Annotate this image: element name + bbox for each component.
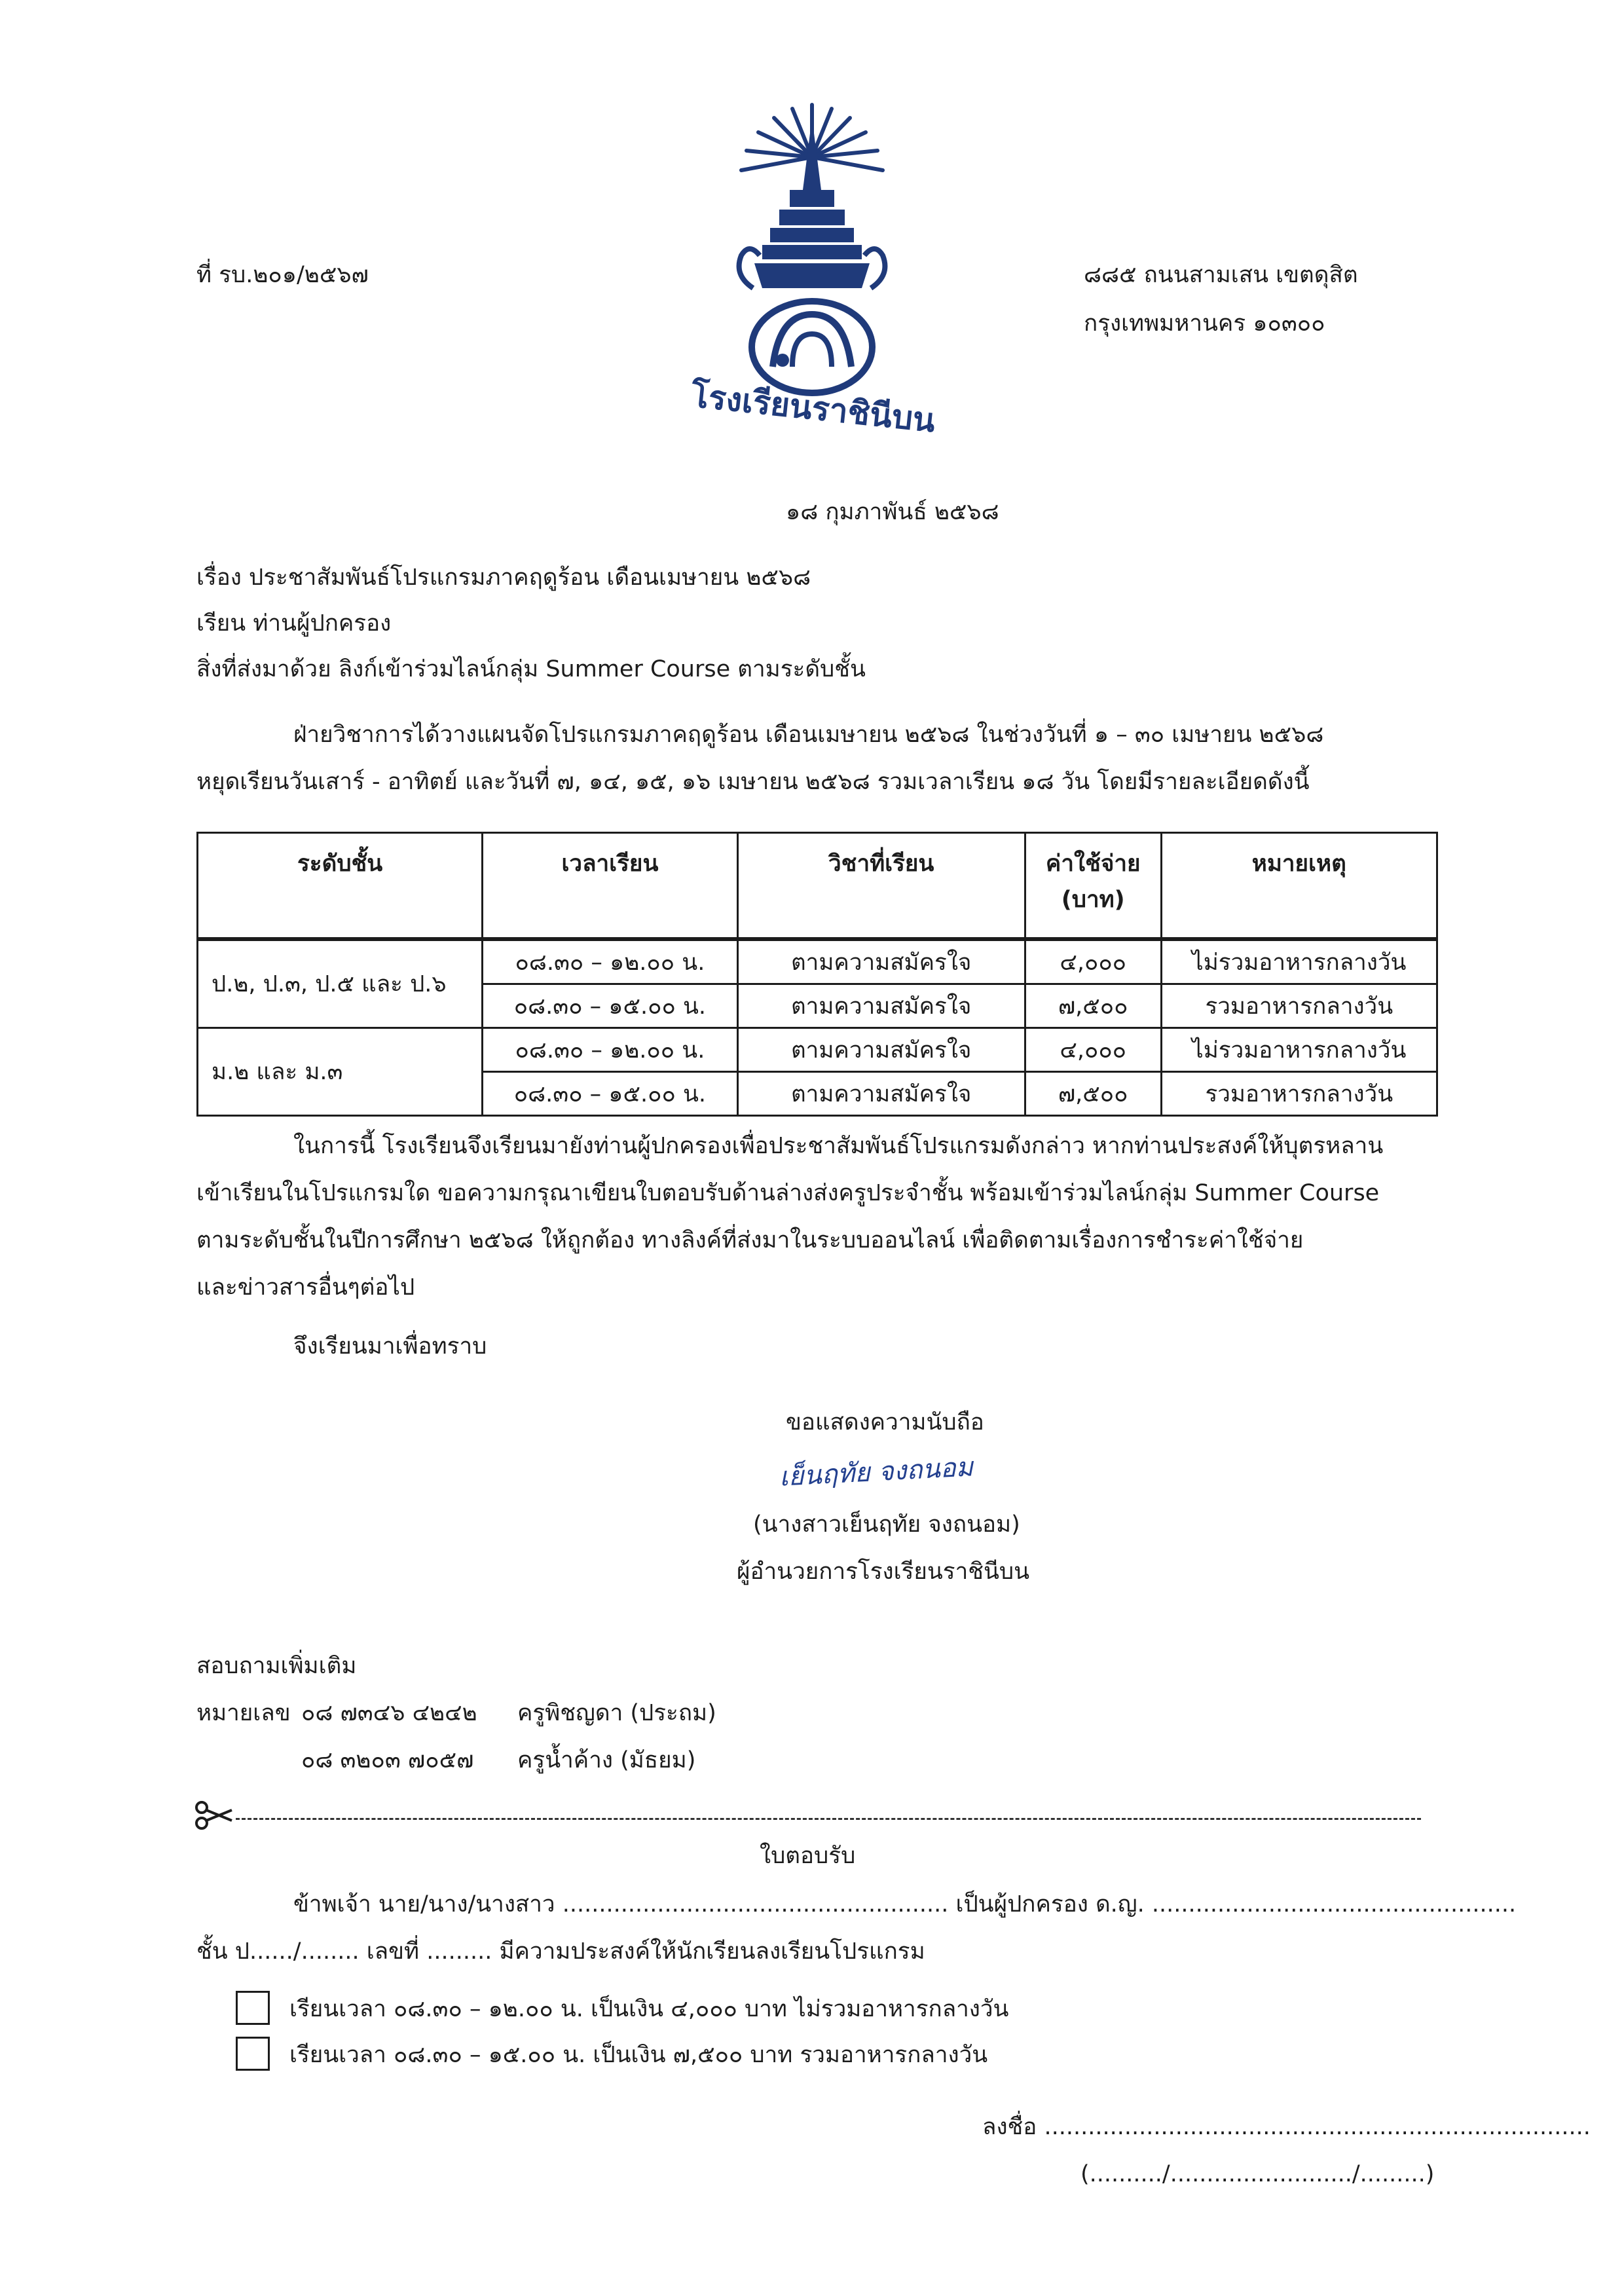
reply-form-title: ใบตอบรับ [760,1843,856,1869]
paragraph1-line1: ฝ่ายวิชาการได้วางแผนจัดโปรแกรมภาคฤดูร้อน เดือนเมษายน ๒๕๖๘ ในช่วงวันที่ ๑ – ๓๐ เมษายน ๒๕๖๘ [293,722,1324,748]
option1-checkbox[interactable] [236,1991,270,2025]
letter-date: ๑๘ กุมภาพันธ์ ๒๕๖๘ [786,499,999,525]
letter-salutation: เรียน ท่านผู้ปกครอง [196,610,392,637]
cost-cell: ๔,๐๐๐ [1025,1028,1161,1072]
school-address-line2: กรุงเทพมหานคร ๑๐๓๐๐ [1084,310,1325,337]
crest-school-name: โรงเรียนราชินีบน [689,376,938,440]
option2-label: เรียนเวลา ๐๘.๓๐ – ๑๕.๐๐ น. เป็นเงิน ๗,๕๐๐ บาท รวมอาหารกลางวัน [289,2042,988,2068]
contact-label: หมายเลข [196,1700,291,1726]
contact1-name: ครูพิชญดา (ประถม) [517,1700,716,1726]
letter-subject: เรื่อง ประชาสัมพันธ์โปรแกรมภาคฤดูร้อน เดือนเมษายน ๒๕๖๘ [196,565,811,591]
date-line: (........../........................./.........) [1080,2161,1435,2187]
school-address-line1: ๘๘๕ ถนนสามเสน เขตดุสิต [1084,262,1358,288]
header-cost-label: ค่าใช้จ่าย [1045,851,1141,877]
subject-cell: ตามความสมัครใจ [737,1028,1025,1072]
header-subject: วิชาที่เรียน [737,833,1025,940]
level-cell: ม.๒ และ ม.๓ [198,1028,483,1116]
contact2-phone: ๐๘ ๓๒๐๓ ๗๐๕๗ [301,1747,474,1773]
signer-name: (นางสาวเย็นฤทัย จงถนอม) [753,1511,1020,1538]
sign-line: ลงชื่อ ........................................................................... [982,2114,1591,2140]
paragraph2-line1: ในการนี้ โรงเรียนจึงเรียนมายังท่านผู้ปกครองเพื่อประชาสัมพันธ์โปรแกรมดังกล่าว หากท่านประสงค์ให้บุตรหลาน [293,1133,1384,1159]
header-note: หมายเหตุ [1161,833,1437,940]
contact-heading: สอบถามเพิ่มเติม [196,1653,357,1679]
header-level: ระดับชั้น [198,833,483,940]
note-cell: ไม่รวมอาหารกลางวัน [1161,1028,1437,1072]
option2-checkbox[interactable] [236,2037,270,2071]
reference-number: ที่ รบ.๒๐๑/๒๕๖๗ [196,262,369,288]
handwritten-signature: เย็นฤทัย จงถนอม [779,1452,974,1492]
signer-title: ผู้อำนวยการโรงเรียนราชินีบน [737,1559,1030,1585]
option1-label: เรียนเวลา ๐๘.๓๐ – ๑๒.๐๐ น. เป็นเงิน ๔,๐๐๐ บาท ไม่รวมอาหารกลางวัน [289,1996,1009,2022]
cost-cell: ๔,๐๐๐ [1025,939,1161,984]
header-time: เวลาเรียน [483,833,737,940]
table-row [198,1028,1437,1072]
time-cell: ๐๘.๓๐ – ๑๕.๐๐ น. [483,984,737,1028]
cost-cell: ๗,๕๐๐ [1025,984,1161,1028]
note-cell: ไม่รวมอาหารกลางวัน [1161,939,1437,984]
paragraph2-line2: เข้าเรียนในโปรแกรมใด ขอความกรุณาเขียนใบตอบรับด้านล่างส่งครูประจำชั้น พร้อมเข้าร่วมไลน์กลุ่ม Summer Course [196,1180,1380,1206]
scissors-icon [194,1794,234,1835]
subject-cell: ตามความสมัครใจ [737,1072,1025,1116]
letter-enclosure: สิ่งที่ส่งมาด้วย ลิงก์เข้าร่วมไลน์กลุ่ม Summer Course ตามระดับชั้น [196,656,866,682]
cost-cell: ๗,๕๐๐ [1025,1072,1161,1116]
subject-cell: ตามความสมัครใจ [737,939,1025,984]
table-header-row [198,833,1437,940]
time-cell: ๐๘.๓๐ – ๑๒.๐๐ น. [483,939,737,984]
closing-text: จึงเรียนมาเพื่อทราบ [293,1333,487,1360]
table-row [198,939,1437,984]
note-cell: รวมอาหารกลางวัน [1161,1072,1437,1116]
subject-cell: ตามความสมัครใจ [737,984,1025,1028]
contact1-phone: ๐๘ ๗๓๔๖ ๔๒๔๒ [301,1700,477,1726]
contact2-name: ครูน้ำค้าง (มัธยม) [517,1747,696,1773]
header-cost [1025,833,1161,940]
time-cell: ๐๘.๓๐ – ๑๒.๐๐ น. [483,1028,737,1072]
fee-table [196,832,1438,1117]
reply-form-line2: ชั้น ป....../........ เลขที่ ......... มีความประสงค์ให้นักเรียนลงเรียนโปรแกรม [196,1938,925,1965]
reply-form-line1: ข้าพเจ้า นาย/นาง/นางสาว ..................................................... เป็นผู้ปกครอง ด.ญ. .................................................. [293,1891,1517,1917]
paragraph2-line3: ตามระดับชั้นในปีการศึกษา ๒๕๖๘ ให้ถูกต้อง ทางลิงค์ที่ส่งมาในระบบออนไลน์ เพื่อติดตามเรื่องการชำระค่าใช้จ่าย [196,1227,1304,1253]
time-cell: ๐๘.๓๐ – ๑๕.๐๐ น. [483,1072,737,1116]
header-cost-unit: (บาท) [1061,887,1125,913]
note-cell: รวมอาหารกลางวัน [1161,984,1437,1028]
cut-line [236,1818,1421,1820]
level-cell: ป.๒, ป.๓, ป.๕ และ ป.๖ [198,939,483,1028]
paragraph1-line2: หยุดเรียนวันเสาร์ - อาทิตย์ และวันที่ ๗, ๑๔, ๑๕, ๑๖ เมษายน ๒๕๖๘ รวมเวลาเรียน ๑๘ วัน โดยมีรายละเอียดดังนี้ [196,769,1310,795]
regards-text: ขอแสดงความนับถือ [786,1409,984,1435]
school-crest-logo [681,92,943,458]
paragraph2-line4: และข่าวสารอื่นๆต่อไป [196,1274,415,1301]
